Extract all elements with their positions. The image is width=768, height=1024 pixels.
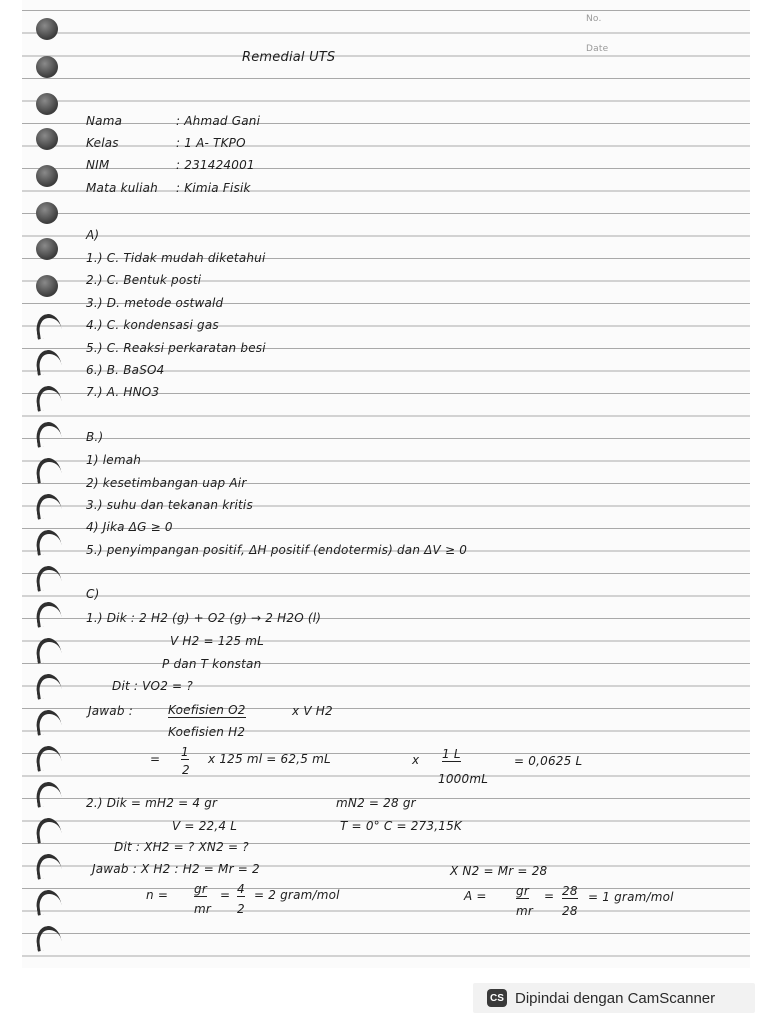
q1-constant: P dan T konstan (162, 657, 262, 671)
answer-item: 3.) D. metode ostwald (86, 296, 224, 310)
answer-item: 1.) C. Tidak mudah diketahui (86, 251, 266, 265)
answer-item: 4) Jika ΔG ≥ 0 (86, 520, 173, 534)
binding-hole (36, 128, 58, 150)
answer-item: 2.) C. Bentuk posti (86, 273, 202, 287)
q1-asked: Dit : VO2 = ? (112, 679, 193, 693)
identity-value: : 231424001 (176, 158, 255, 172)
answer-item: 5.) penyimpangan positif, ΔH positif (endotermis) dan ΔV ≥ 0 (86, 543, 468, 557)
section-b-heading: B.) (86, 430, 104, 444)
q1-answer-label: Jawab : (88, 704, 133, 718)
binding-hole (36, 275, 58, 297)
binding-hole (36, 238, 58, 260)
q1-ratio-bottom: Koefisien H2 (168, 725, 246, 739)
q2-given-mass-h2: 2.) Dik = mH2 = 4 gr (86, 796, 218, 810)
answer-item: 5.) C. Reaksi perkaratan besi (86, 341, 266, 355)
answer-item: 2) kesetimbangan uap Air (86, 476, 247, 490)
q2-given-temperature: T = 0° C = 273,15K (340, 819, 462, 833)
answer-item: 3.) suhu dan tekanan kritis (86, 498, 253, 512)
q1-ratio-top: Koefisien O2 (168, 703, 246, 717)
identity-label: Mata kuliah (86, 181, 158, 195)
page-title: Remedial UTS (242, 50, 336, 65)
binding-hole (36, 202, 58, 224)
q2-a-den2: 28 (562, 904, 578, 918)
q2-a-den: mr (516, 904, 534, 918)
q1-conv-x: x (412, 753, 420, 767)
q2-answer-h2: Jawab : X H2 : H2 = Mr = 2 (92, 862, 260, 876)
answer-item: 1) lemah (86, 453, 142, 467)
q2-a-label: A = (464, 889, 487, 903)
binding-hole (36, 93, 58, 115)
q1-conv-num: 1 L (442, 747, 461, 761)
q2-a-eq: = (544, 889, 555, 903)
camscanner-text: Dipindai dengan CamScanner (515, 989, 716, 1007)
q1-eq-mid: x 125 ml = 62,5 mL (208, 752, 331, 766)
q2-a-num: gr (516, 884, 529, 898)
q1-frac-num: 1 (181, 745, 189, 759)
q2-n-label: n = (146, 888, 169, 902)
q2-given-mass-n2: mN2 = 28 gr (336, 796, 416, 810)
identity-value: : Kimia Fisik (176, 181, 251, 195)
identity-value: : 1 A- TKPO (176, 136, 246, 150)
q2-a-num2: 28 (562, 884, 578, 898)
q2-n-result: = 2 gram/mol (254, 888, 340, 902)
notebook-page (22, 0, 750, 968)
camscanner-watermark (473, 983, 755, 1013)
q2-asked: Dit : XH2 = ? XN2 = ? (114, 840, 249, 854)
q2-n-den2: 2 (237, 902, 245, 916)
section-c-heading: C) (86, 587, 100, 601)
q1-ratio-times: x V H2 (292, 704, 333, 718)
identity-value: : Ahmad Gani (176, 114, 261, 128)
q2-a-result: = 1 gram/mol (588, 890, 674, 904)
q1-vh2: V H2 = 125 mL (170, 634, 265, 648)
q1-frac-den: 2 (182, 763, 190, 777)
answer-item: 4.) C. kondensasi gas (86, 318, 219, 332)
identity-label: NIM (86, 158, 110, 172)
identity-label: Nama (86, 114, 123, 128)
binding-hole (36, 165, 58, 187)
answer-item: 6.) B. BaSO4 (86, 363, 165, 377)
q1-eq-prefix: = (150, 752, 161, 766)
answer-item: 7.) A. HNO3 (86, 385, 160, 399)
binding-hole (36, 18, 58, 40)
binding-hole (36, 56, 58, 78)
identity-label: Kelas (86, 136, 119, 150)
camscanner-logo-icon: CS (487, 989, 507, 1007)
q1-result: = 0,0625 L (514, 754, 583, 768)
q1-conv-den: 1000mL (438, 772, 489, 786)
q2-answer-n2: X N2 = Mr = 28 (450, 864, 548, 878)
q2-n-eq: = (220, 888, 231, 902)
q2-n-num: gr (194, 882, 207, 896)
q2-given-volume: V = 22,4 L (172, 819, 238, 833)
no-label: No. (586, 14, 602, 24)
q2-n-den: mr (194, 902, 212, 916)
date-label: Date (586, 44, 609, 54)
q1-given: 1.) Dik : 2 H2 (g) + O2 (g) → 2 H2O (l) (86, 611, 322, 625)
section-a-heading: A) (86, 228, 100, 242)
q2-n-num2: 4 (237, 882, 245, 896)
